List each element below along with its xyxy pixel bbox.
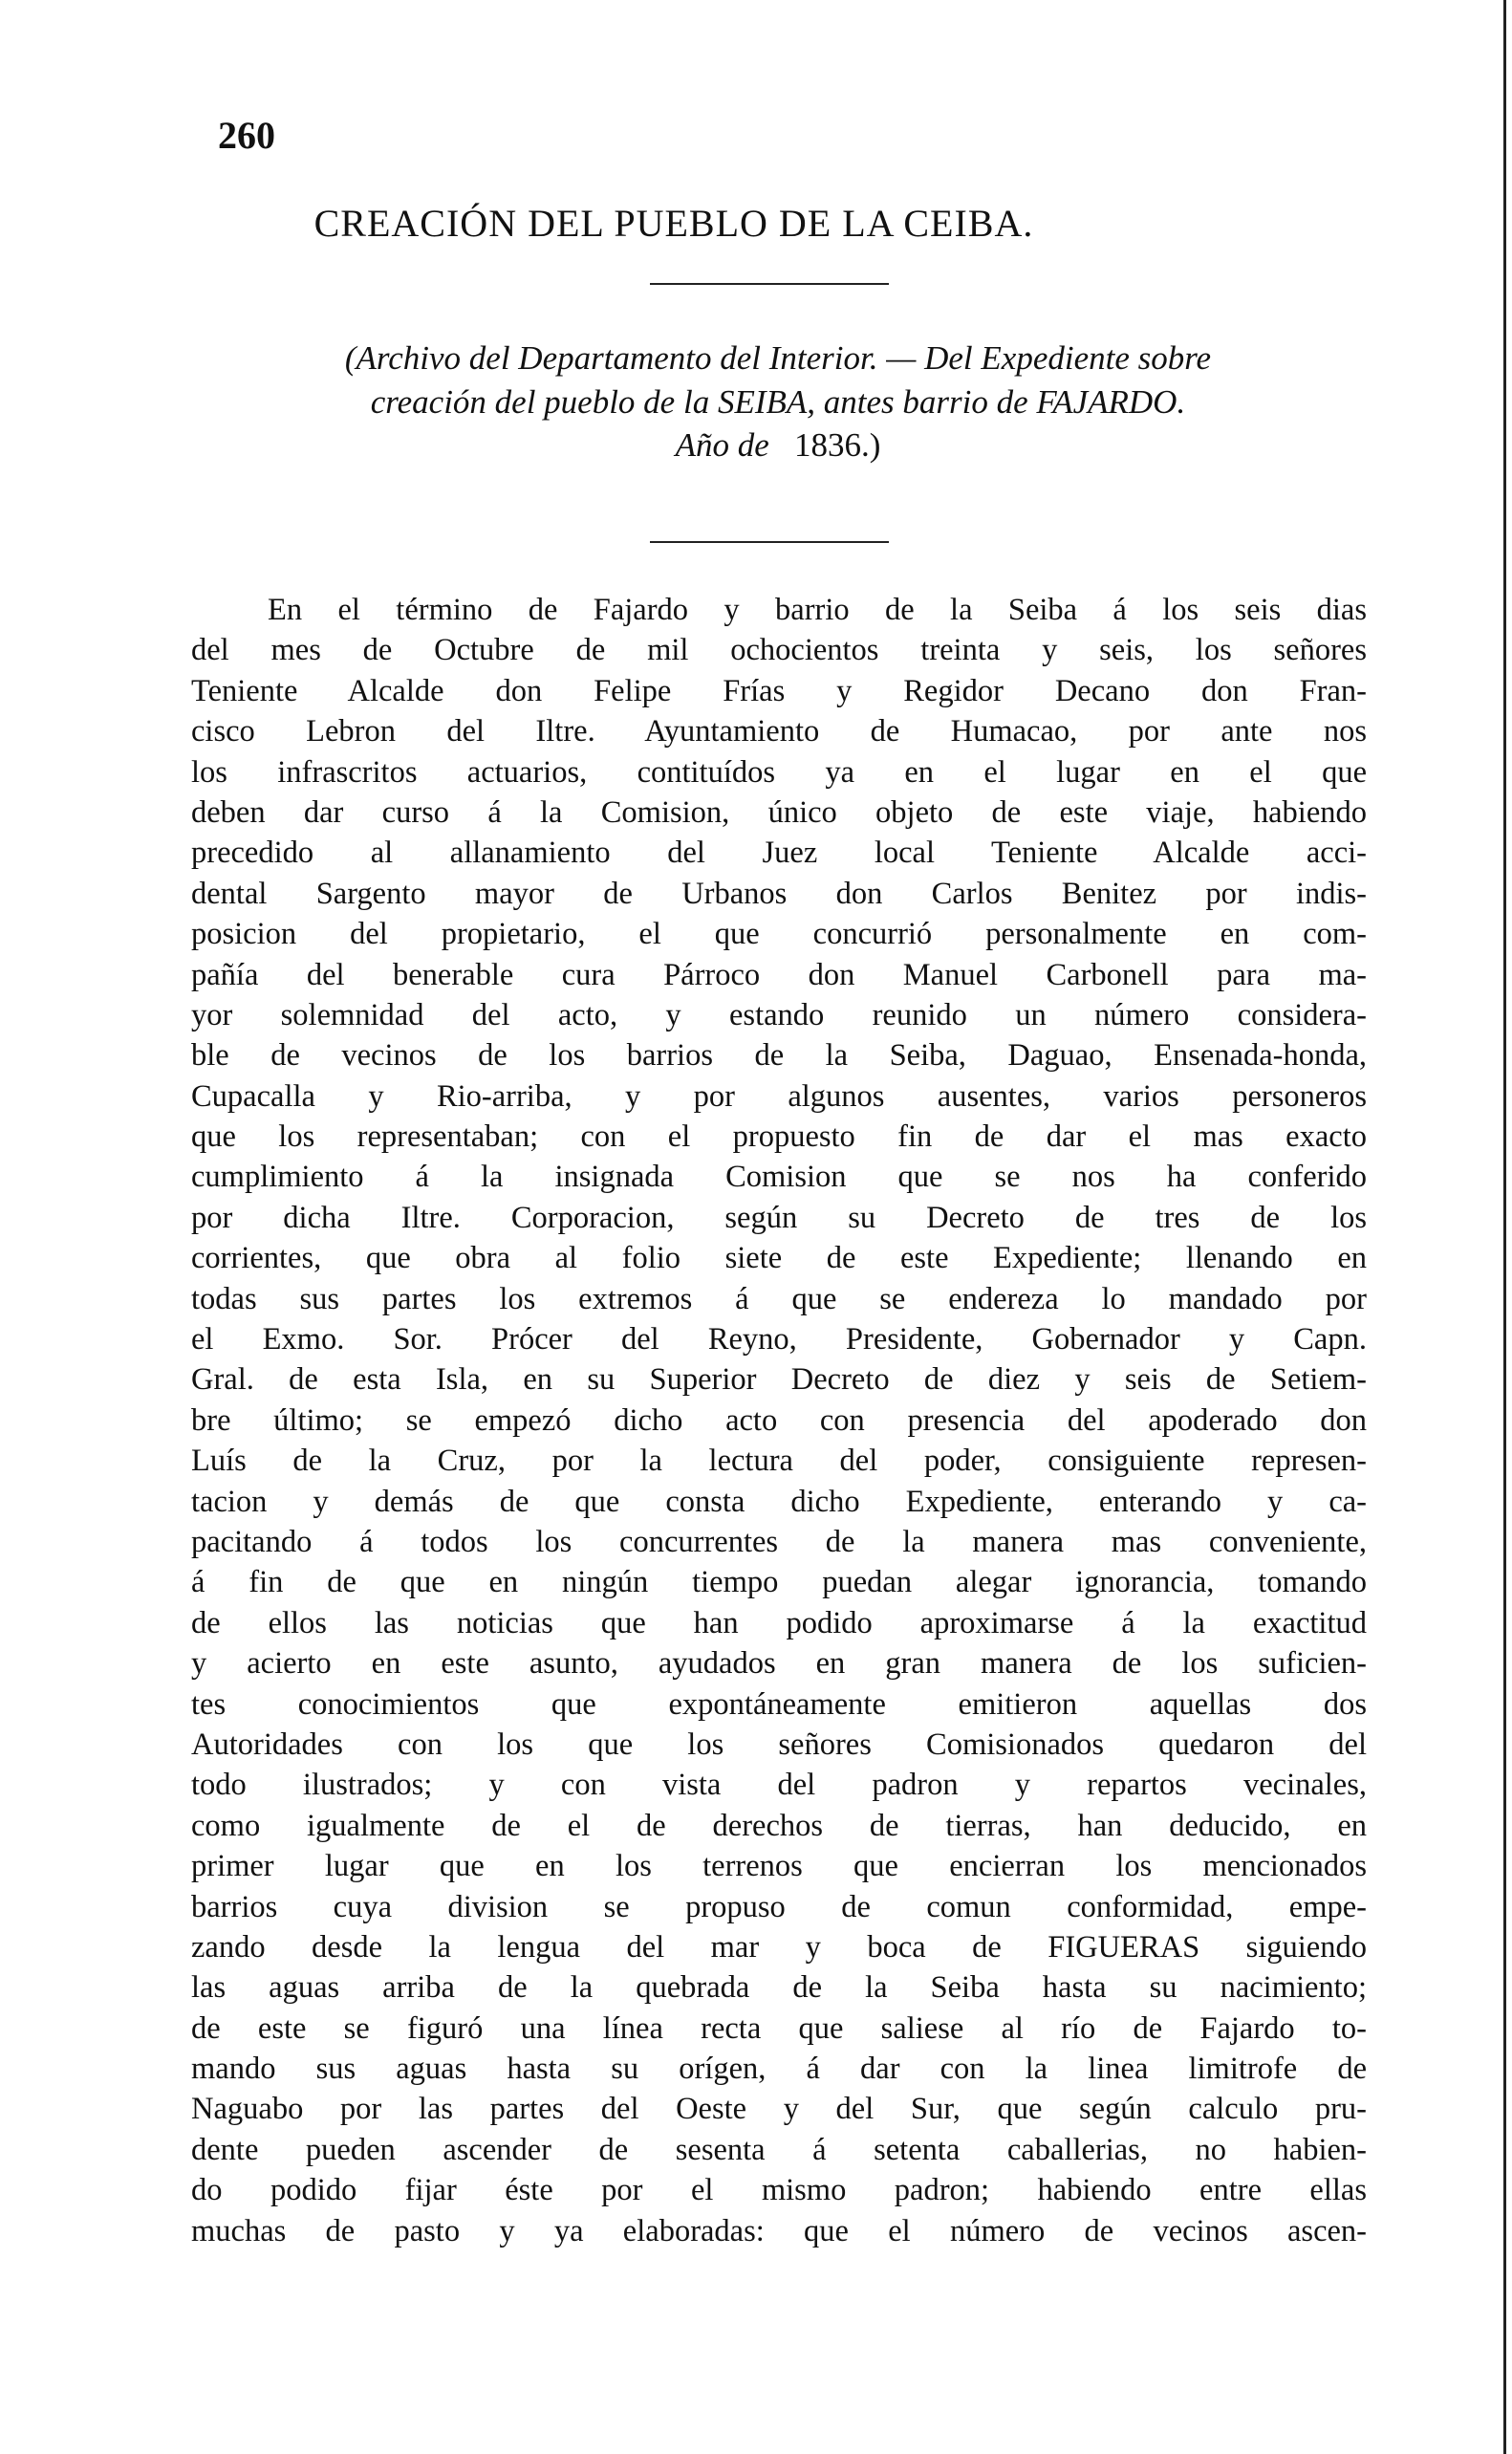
body-line: cumplimiento á la insignada Comision que se nos ha conferido <box>191 1160 1367 1195</box>
body-line: do podido fijar éste por el mismo padron; habiendo entre ellas <box>191 2173 1367 2208</box>
body-line: Cupacalla y Rio-arriba, y por algunos ausentes, varios personeros <box>191 1078 1367 1114</box>
body-line: En el término de Fajardo y barrio de la Seiba á los seis dias <box>268 593 1367 627</box>
source-year-label: Año de <box>675 426 769 464</box>
body-line: posicion del propietario, el que concurrió personalmente en com- <box>191 917 1367 952</box>
body-line: pañía del benerable cura Párroco don Manuel Carbonell para ma- <box>191 957 1367 992</box>
source-line-3 <box>191 423 1365 467</box>
body-line: bre último; se empezó dicho acto con presencia del apoderado don <box>191 1402 1367 1438</box>
body-line: las aguas arriba de la quebrada de la Seiba hasta su nacimiento; <box>191 1970 1367 2006</box>
source-citation <box>191 337 1365 467</box>
body-line: deben dar curso á la Comision, único objeto de este viaje, habiendo <box>191 794 1367 830</box>
page-title: CREACIÓN DEL PUEBLO DE LA CEIBA. <box>313 202 1034 245</box>
body-line: yor solemnidad del acto, y estando reunido un número considera- <box>191 997 1367 1032</box>
body-line: primer lugar que en los terrenos que encierran los mencionados <box>191 1849 1367 1884</box>
body-line: corrientes, que obra al folio siete de este Expediente; llenando en <box>191 1241 1367 1276</box>
body-line: zando desde la lengua del mar y boca de FIGUERAS siguiendo <box>191 1929 1367 1965</box>
body-line: precedido al allanamiento del Juez local Teniente Alcalde acci- <box>191 836 1367 871</box>
body-line: á fin de que en ningún tiempo puedan alegar ignorancia, tomando <box>191 1565 1367 1600</box>
body-line: dente pueden ascender de sesenta á setenta caballerias, no habien- <box>191 2132 1367 2167</box>
body-line: Luís de la Cruz, por la lectura del poder, consiguiente represen- <box>191 1444 1367 1479</box>
body-line: que los representaban; con el propuesto fin de dar el mas exacto <box>191 1119 1367 1155</box>
body-line: Gral. de esta Isla, en su Superior Decreto de diez y seis de Setiem- <box>191 1362 1367 1398</box>
body-line: todas sus partes los extremos á que se endereza lo mandado por <box>191 1281 1367 1316</box>
body-line: todo ilustrados; y con vista del padron y repartos vecinales, <box>191 1768 1367 1803</box>
body-line: ble de vecinos de los barrios de la Seiba, Daguao, Ensenada-honda, <box>191 1038 1367 1074</box>
body-line: Teniente Alcalde don Felipe Frías y Regidor Decano don Fran- <box>191 673 1367 708</box>
page-edge-line <box>1503 0 1506 2454</box>
divider-top <box>650 283 889 285</box>
body-line: Naguabo por las partes del Oeste y del Sur, que según calculo pru- <box>191 2092 1367 2127</box>
divider-bottom <box>650 541 889 543</box>
body-line: tes conocimientos que expontáneamente emitieron aquellas dos <box>191 1686 1367 1722</box>
body-line: barrios cuya division se propuso de comun conformidad, empe- <box>191 1889 1367 1924</box>
body-line: como igualmente de el de derechos de tierras, han deducido, en <box>191 1808 1367 1843</box>
body-line: cisco Lebron del Iltre. Ayuntamiento de Humacao, por ante nos <box>191 714 1367 749</box>
body-line: y acierto en este asunto, ayudados en gran manera de los suficien- <box>191 1646 1367 1682</box>
body-line: dental Sargento mayor de Urbanos don Carlos Benitez por indis- <box>191 876 1367 911</box>
body-line: muchas de pasto y ya elaboradas: que el número de vecinos ascen- <box>191 2213 1367 2248</box>
body-line: de ellos las noticias que han podido aproximarse á la exactitud <box>191 1605 1367 1640</box>
body-text <box>191 590 1367 2251</box>
source-line-2: creación del pueblo de la SEIBA, antes barrio de FAJARDO. <box>370 382 1186 421</box>
body-line: Autoridades con los que los señores Comisionados quedaron del <box>191 1726 1367 1762</box>
body-line: por dicha Iltre. Corporacion, según su Decreto de tres de los <box>191 1200 1367 1235</box>
body-line: de este se figuró una línea recta que saliese al río de Fajardo to- <box>191 2010 1367 2046</box>
source-year: 1836.) <box>794 426 881 464</box>
body-line: del mes de Octubre de mil ochocientos treinta y seis, los señores <box>191 633 1367 668</box>
body-line: pacitando á todos los concurrentes de la manera mas conveniente, <box>191 1524 1367 1559</box>
page-number: 260 <box>218 114 275 157</box>
body-line: el Exmo. Sor. Prócer del Reyno, Presidente, Gobernador y Capn. <box>191 1322 1367 1357</box>
body-line: los infrascritos actuarios, contituídos ya en el lugar en el que <box>191 754 1367 790</box>
body-line: tacion y demás de que consta dicho Expediente, enterando y ca- <box>191 1484 1367 1519</box>
source-line-1: (Archivo del Departamento del Interior. — Del Expediente sobre <box>344 339 1212 377</box>
body-line: mando sus aguas hasta su orígen, á dar con la linea limitrofe de <box>191 2052 1367 2087</box>
